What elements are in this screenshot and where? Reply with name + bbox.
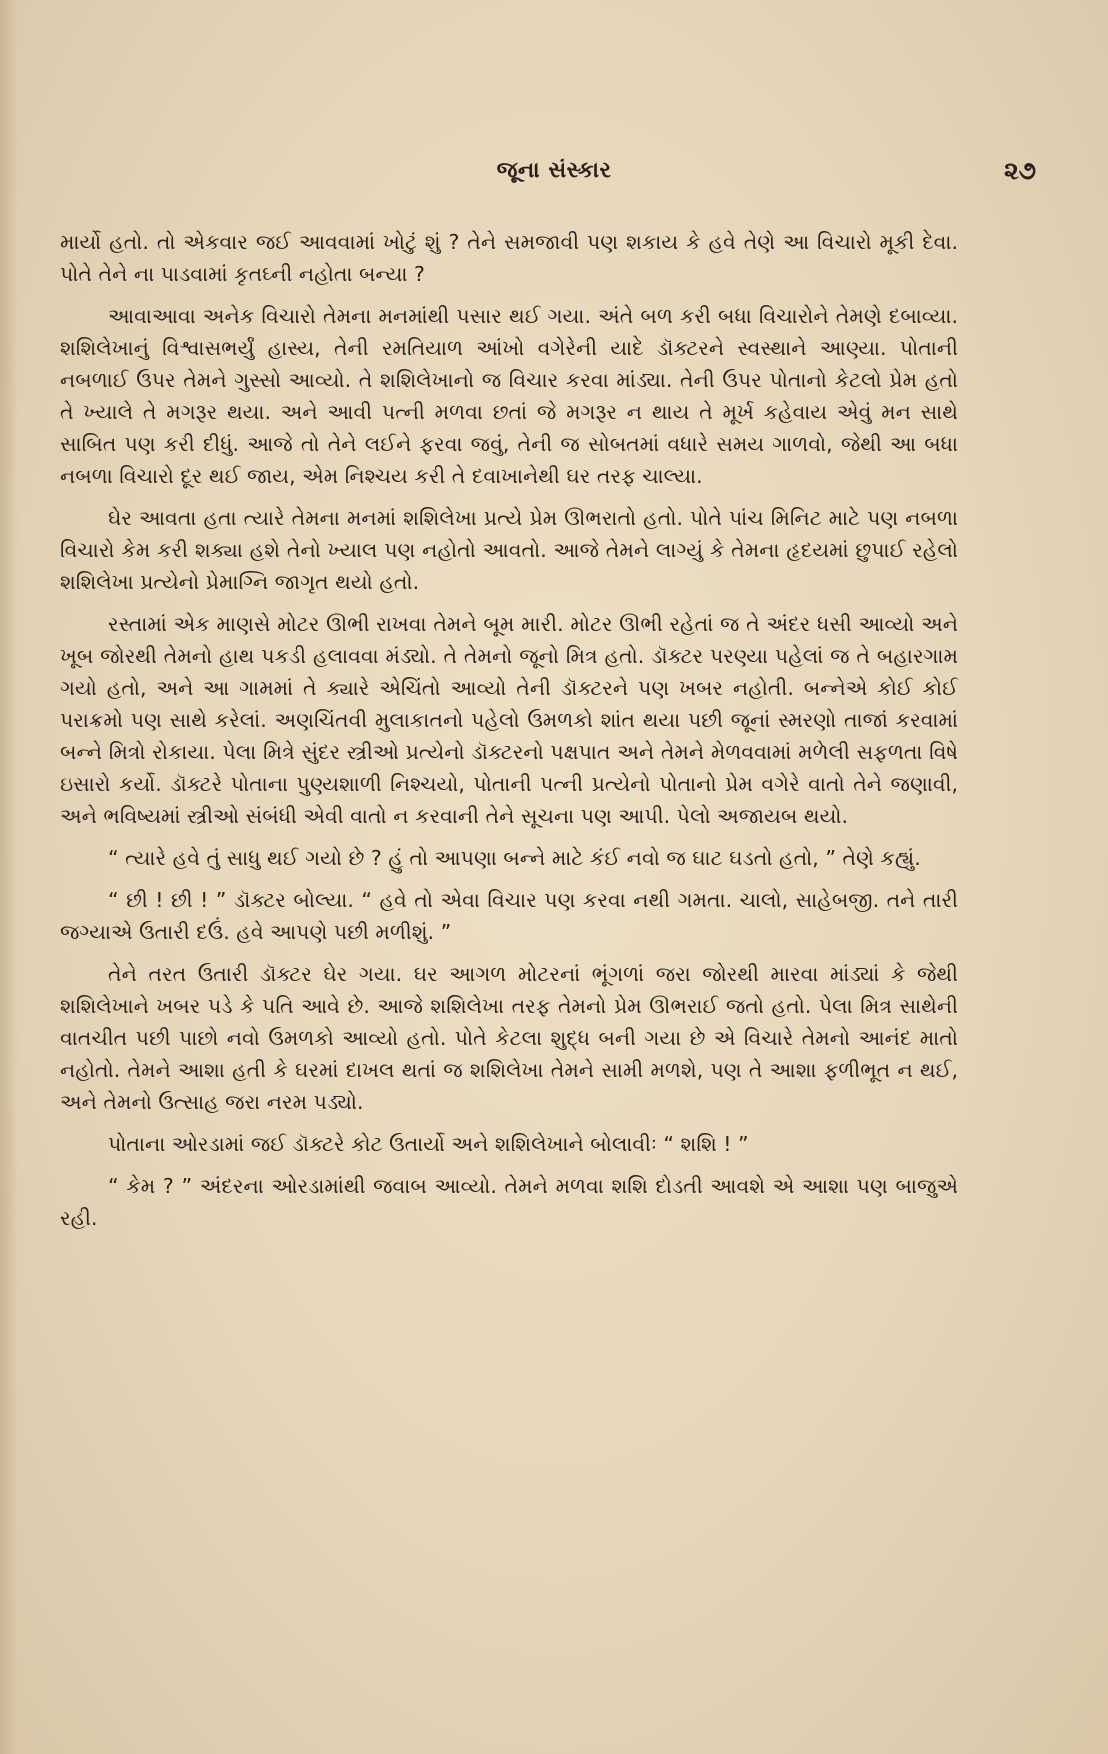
body-text <box>60 226 958 1244</box>
paragraph: માર્યો હતો. તો એકવાર જઈ આવવામાં ખોટું શું ? તેને સમજાવી પણ શકાય કે હવે તેણે આ વિચારો મૂકી દેવા. પોતે તેને ના પાડવામાં કૃતઘ્ની નહોતા બન્યા ? <box>60 230 958 286</box>
page-number: ૨૭ <box>1003 156 1036 185</box>
paragraph: રસ્તામાં એક માણસે મોટર ઊભી રાખવા તેમને બૂમ મારી. મોટર ઊભી રહેતાં જ તે અંદર ધસી આવ્યો અને ખૂબ જોરથી તેમનો હાથ પકડી હલાવવા મંડ્યો. તે તેમનો જૂનો મિત્ર હતો. ડૉક્ટર પરણ્યા પહેલાં જ તે બહારગામ ગયો હતો, અને આ ગામમાં તે ક્યારે એચિંતો આવ્યો તેની ડૉક્ટરને પણ ખબર નહોતી. બન્નેએ કોઈ કોઈ પરાક્રમો પણ સાથે કરેલાં. અણચિંતવી મુલાકાતનો પહેલો ઉમળકો શાંત થયા પછી જૂનાં સ્મરણો તાજાં કરવામાં બન્ને મિત્રો રોકાયા. પેલા મિત્રે સુંદર સ્ત્રીઓ પ્રત્યેનો ડૉક્ટરનો પક્ષપાત અને તેમને મેળવવામાં મળેલી સફળતા વિષે ઇસારો કર્યો. ડૉક્ટરે પોતાના પુણ્યશાળી નિશ્ચયો, પોતાની પત્ની પ્રત્યેનો પોતાનો પ્રેમ વગેરે વાતો તેને જણાવી, અને ભવિષ્યમાં સ્ત્રીઓ સંબંધી એવી વાતો ન કરવાની તેને સૂચના પણ આપી. પેલો અજાયબ થયો. <box>60 612 958 828</box>
paragraph: તેને તરત ઉતારી ડૉક્ટર ઘેર ગયા. ઘર આગળ મોટરનાં ભૂંગળાં જરા જોરથી મારવા માંડ્યાં કે જેથી શશિલેખાને ખબર પડે કે પતિ આવે છે. આજે શશિલેખા તરફ તેમનો પ્રેમ ઊભરાઈ જતો હતો. પેલા મિત્ર સાથેની વાતચીત પછી પાછો નવો ઉમળકો આવ્યો હતો. પોતે કેટલા શુદ્ધ બની ગયા છે એ વિચારે તેમનો આનંદ માતો નહોતો. તેમને આશા હતી કે ઘરમાં દાખલ થતાં જ શશિલેખા તેમને સામી મળશે, પણ તે આશા ફળીભૂત ન થઈ, અને તેમનો ઉત્સાહ જરા નરમ પડ્યો. <box>60 962 958 1114</box>
paragraph: “ ત્યારે હવે તું સાધુ થઈ ગયો છે ? હું તો આપણા બન્ને માટે કંઈ નવો જ ઘાટ ઘડતો હતો, ” તેણે કહ્યું. <box>108 846 921 870</box>
paragraph: “ કેમ ? ” અંદરના ઓરડામાંથી જવાબ આવ્યો. તેમને મળવા શશિ દોડતી આવશે એ આશા પણ બાજુએ રહી. <box>60 1174 958 1230</box>
paragraph: “ છી ! છી ! ” ડૉક્ટર બોલ્યા. “ હવે તો એવા વિચાર પણ કરવા નથી ગમતા. ચાલો, સાહેબજી. તને તારી જગ્યાએ ઉતારી દઉં. હવે આપણે પછી મળીશું. ” <box>60 888 958 944</box>
page-header <box>60 158 1048 198</box>
running-title: જૂના સંસ્કાર <box>496 158 612 183</box>
paragraph: આવાઆવા અનેક વિચારો તેમના મનમાંથી પસાર થઈ ગયા. અંતે બળ કરી બધા વિચારોને તેમણે દબાવ્યા. શશિલેખાનું વિશ્વાસભર્યું હાસ્ય, તેની રમતિયાળ આંખો વગેરેની યાદે ડૉક્ટરને સ્વસ્થાને આણ્યા. પોતાની નબળાઈ ઉપર તેમને ગુસ્સો આવ્યો. તે શશિલેખાનો જ વિચાર કરવા માંડ્યા. તેની ઉપર પોતાનો કેટલો પ્રેમ હતો તે ખ્યાલે તે મગરૂર થયા. અને આવી પત્ની મળવા છતાં જે મગરૂર ન થાય તે મૂર્ખ કહેવાય એવું મન સાથે સાબિત પણ કરી દીધું. આજે તો તેને લઈને ફરવા જવું, તેની જ સોબતમાં વધારે સમય ગાળવો, જેથી આ બધા નબળા વિચારો દૂર થઈ જાય, એમ નિશ્ચય કરી તે દવાખાનેથી ઘર તરફ ચાલ્યા. <box>60 304 958 488</box>
paragraph: ઘેર આવતા હતા ત્યારે તેમના મનમાં શશિલેખા પ્રત્યે પ્રેમ ઊભરાતો હતો. પોતે પાંચ મિનિટ માટે પણ નબળા વિચારો કેમ કરી શક્યા હશે તેનો ખ્યાલ પણ નહોતો આવતો. આજે તેમને લાગ્યું કે તેમના હૃદયમાં છુપાઈ રહેલો શશિલેખા પ્રત્યેનો પ્રેમાગ્નિ જાગૃત થયો હતો. <box>60 506 958 594</box>
paragraph: પોતાના ઓરડામાં જઈ ડૉક્ટરે કોટ ઉતાર્યો અને શશિલેખાને બોલાવીઃ “ શશિ ! ” <box>108 1132 749 1156</box>
